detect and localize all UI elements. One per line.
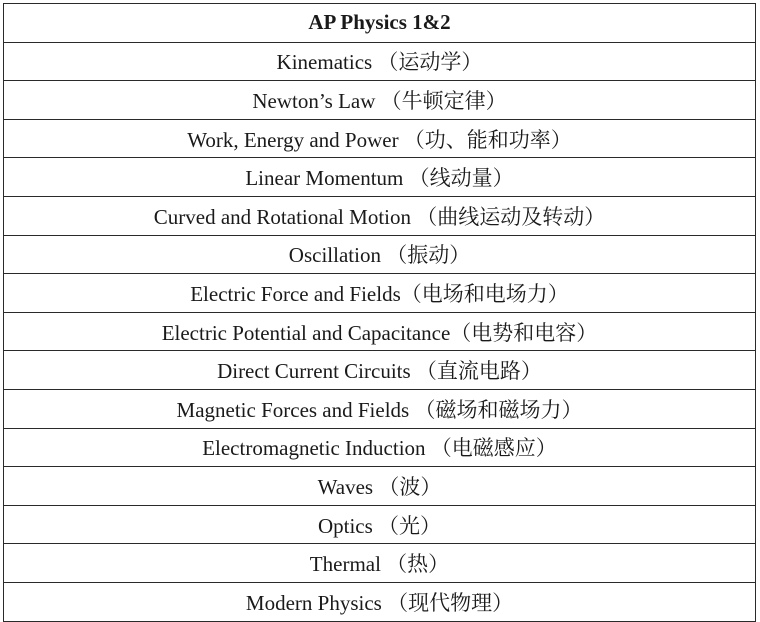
table-row xyxy=(4,235,756,274)
table-row xyxy=(4,428,756,467)
table-body xyxy=(4,42,756,621)
topic-newtons-law: Newton’s Law （牛顿定律） xyxy=(4,81,756,120)
topic-electric-force-fields: Electric Force and Fields（电场和电场力） xyxy=(4,274,756,313)
topic-work-energy-power: Work, Energy and Power （功、能和功率） xyxy=(4,119,756,158)
table-row xyxy=(4,312,756,351)
topic-electric-potential-capacitance: Electric Potential and Capacitance（电势和电容） xyxy=(4,312,756,351)
table-row xyxy=(4,389,756,428)
table-row xyxy=(4,505,756,544)
table-row xyxy=(4,158,756,197)
table-row xyxy=(4,196,756,235)
topic-linear-momentum: Linear Momentum （线动量） xyxy=(4,158,756,197)
topic-kinematics: Kinematics （运动学） xyxy=(4,42,756,81)
table-row xyxy=(4,81,756,120)
table-row xyxy=(4,42,756,81)
topics-table xyxy=(3,3,756,622)
topic-modern-physics: Modern Physics （现代物理） xyxy=(4,582,756,621)
table-row xyxy=(4,119,756,158)
topic-optics: Optics （光） xyxy=(4,505,756,544)
table-row xyxy=(4,274,756,313)
topic-oscillation: Oscillation （振动） xyxy=(4,235,756,274)
table-head xyxy=(4,4,756,43)
table-row xyxy=(4,467,756,506)
topic-direct-current-circuits: Direct Current Circuits （直流电路） xyxy=(4,351,756,390)
header-row xyxy=(4,4,756,43)
table-title: AP Physics 1&2 xyxy=(4,4,756,43)
topic-curved-rotational-motion: Curved and Rotational Motion （曲线运动及转动） xyxy=(4,196,756,235)
table-row xyxy=(4,582,756,621)
table-row xyxy=(4,544,756,583)
topic-magnetic-forces-fields: Magnetic Forces and Fields （磁场和磁场力） xyxy=(4,389,756,428)
topic-waves: Waves （波） xyxy=(4,467,756,506)
topic-electromagnetic-induction: Electromagnetic Induction （电磁感应） xyxy=(4,428,756,467)
table-row xyxy=(4,351,756,390)
topic-thermal: Thermal （热） xyxy=(4,544,756,583)
